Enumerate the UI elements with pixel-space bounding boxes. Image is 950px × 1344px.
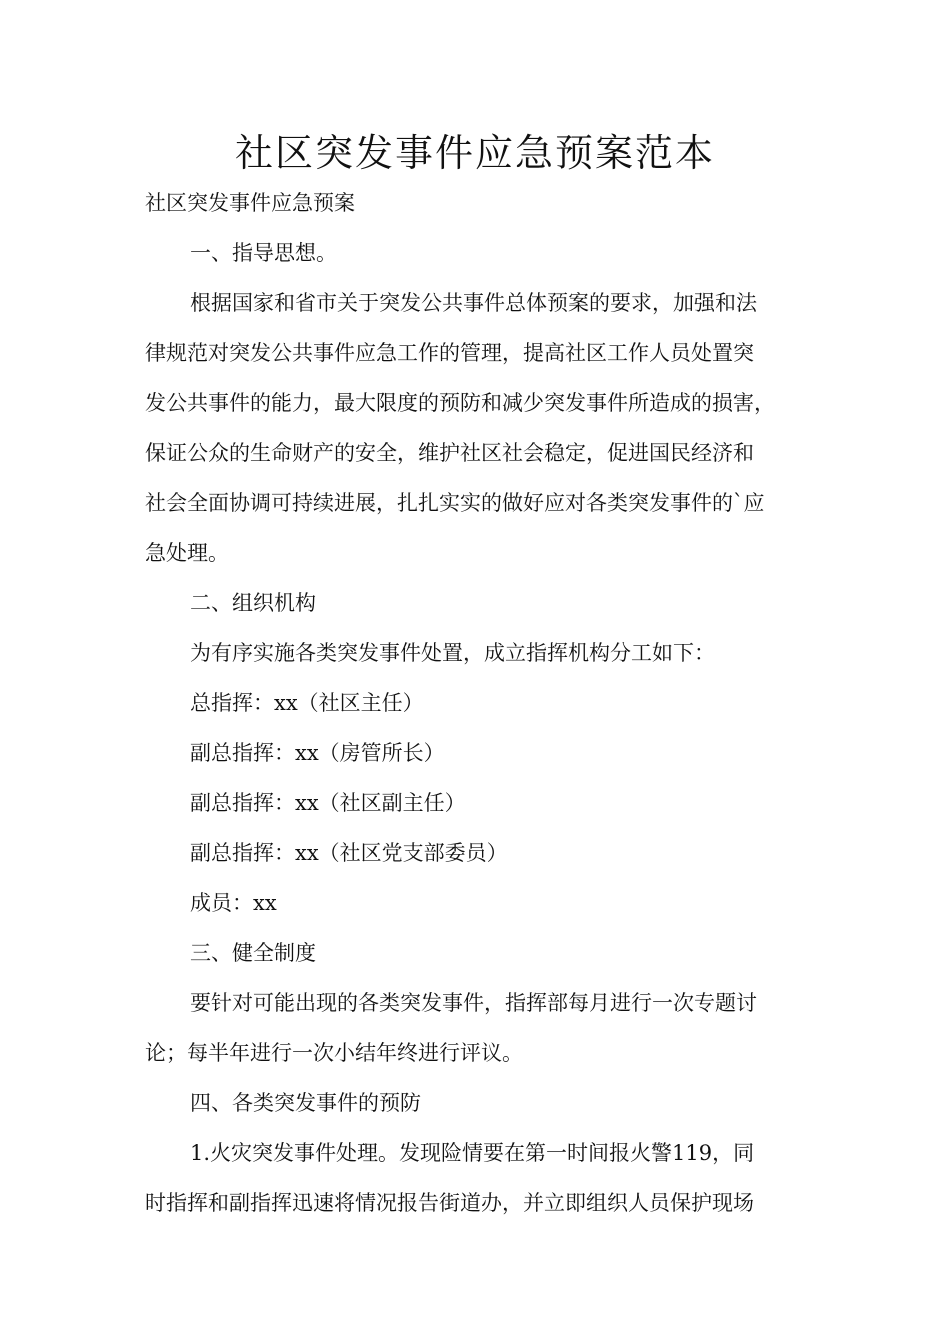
section-heading-3: 三、健全制度 (190, 941, 316, 965)
list-item: 成员：xx (190, 891, 277, 915)
paragraph-line: 发公共事件的能力，最大限度的预防和减少突发事件所造成的损害， (145, 391, 775, 415)
paragraph-line: 根据国家和省市关于突发公共事件总体预案的要求，加强和法 (190, 291, 757, 315)
list-item: 总指挥：xx（社区主任） (190, 691, 424, 715)
document-title: 社区突发事件应急预案范本 (234, 131, 715, 175)
document-body (145, 178, 815, 1228)
paragraph-line: 1.火灾突发事件处理。发现险情要在第一时间报火警119，同 (190, 1141, 755, 1165)
section-heading-1: 一、指导思想。 (190, 241, 337, 265)
paragraph-line: 律规范对突发公共事件应急工作的管理，提高社区工作人员处置突 (145, 341, 754, 365)
subtitle-line: 社区突发事件应急预案 (145, 191, 355, 215)
paragraph-line: 论；每半年进行一次小结年终进行评议。 (145, 1041, 523, 1065)
paragraph-line: 要针对可能出现的各类突发事件，指挥部每月进行一次专题讨 (190, 991, 757, 1015)
section-heading-2: 二、组织机构 (190, 591, 316, 615)
list-item: 副总指挥：xx（社区党支部委员） (190, 841, 508, 865)
paragraph-line: 社会全面协调可持续进展，扎扎实实的做好应对各类突发事件的`应 (145, 491, 765, 515)
paragraph-line: 保证公众的生命财产的安全，维护社区社会稳定，促进国民经济和 (145, 441, 754, 465)
paragraph-line: 急处理。 (145, 541, 229, 565)
paragraph-line: 为有序实施各类突发事件处置，成立指挥机构分工如下： (190, 641, 715, 665)
list-item: 副总指挥：xx（房管所长） (190, 741, 445, 765)
list-item: 副总指挥：xx（社区副主任） (190, 791, 466, 815)
paragraph-line: 时指挥和副指挥迅速将情况报告街道办，并立即组织人员保护现场 (145, 1191, 754, 1215)
section-heading-4: 四、各类突发事件的预防 (190, 1091, 421, 1115)
